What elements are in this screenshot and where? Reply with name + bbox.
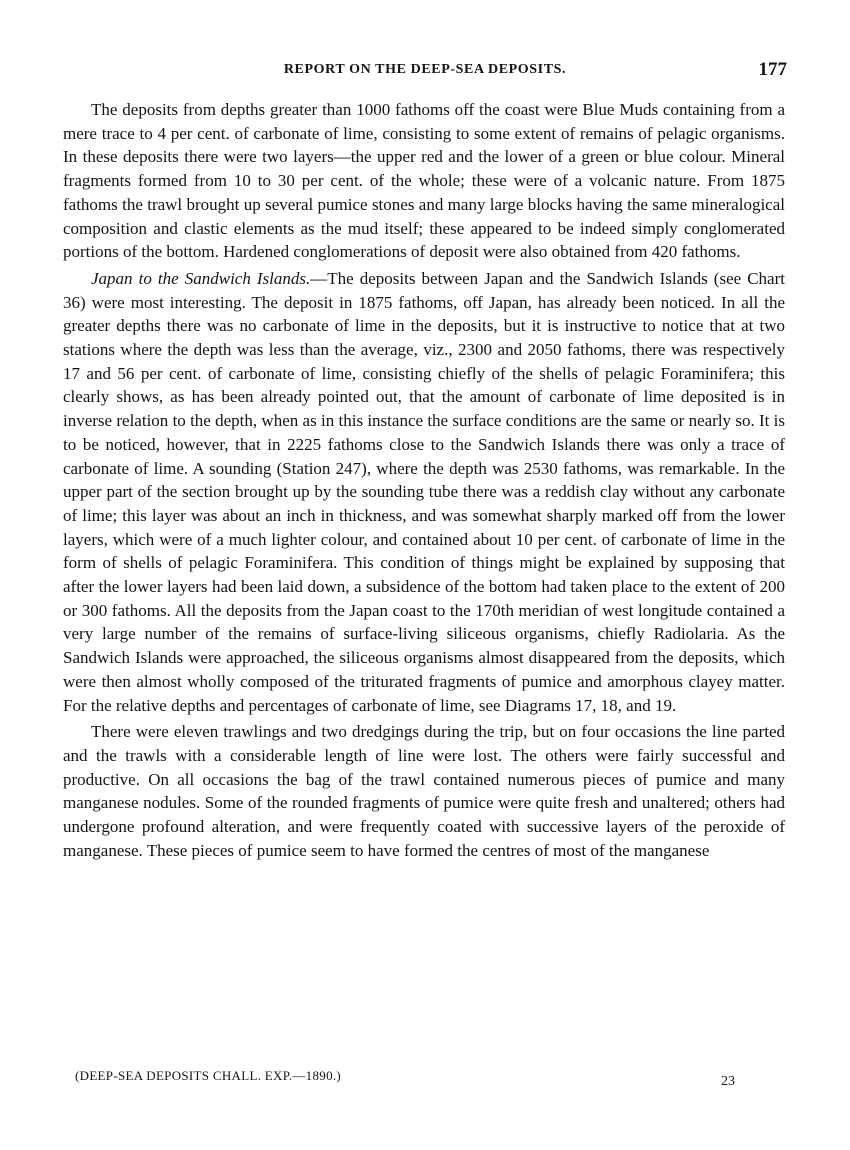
paragraph-3 — [63, 720, 785, 862]
page-footer — [63, 1068, 787, 1092]
paragraph-3-text: There were eleven trawlings and two dredgings during the trip, but on four occasions the line parted and the trawls with a considerable length of line were lost. The others were fairly successful and productive. On all occasions the bag of the trawl contained numerous pieces of pumice and many manganese nodules. Some of the rounded fragments of pumice were quite fresh and unaltered; others had undergone profound alteration, and were frequently coated with successive layers of the peroxide of manganese. These pieces of pumice seem to have formed the centres of most of the manganese — [63, 722, 785, 860]
signature-mark: 23 — [721, 1074, 735, 1089]
body-text — [63, 98, 785, 863]
page-number: 177 — [758, 59, 787, 80]
running-head — [63, 59, 787, 86]
footer-imprint: (DEEP-SEA DEPOSITS CHALL. EXP.—1890.) — [75, 1068, 342, 1083]
section-heading-japan-to-sandwich-islands: Japan to the Sandwich Islands. — [91, 268, 311, 288]
paragraph-2 — [63, 267, 785, 717]
paragraph-1 — [63, 98, 785, 264]
paragraph-2-text: —The deposits between Japan and the Sandwich Islands (see Chart 36) were most interesting. The deposit in 1875 fathoms, off Japan, has already been noticed. In all the greater depths there was no carbonate of lime in the deposits, but it is instructive to notice that at two stations where the depth was less than the average, viz., 2300 and 2050 fathoms, there was respectively 17 and 56 per cent. of carbonate of lime, consisting chiefly of the shells of pelagic Foraminifera; this clearly shows, as has been already pointed out, that the amount of carbonate of lime deposited is in inverse relation to the depth, when as in this instance the surface conditions are the same or nearly so. It is to be noticed, however, that in 2225 fathoms close to the Sandwich Islands there was only a trace of carbonate of lime. A sounding (Station 247), where the depth was 2530 fathoms, was remarkable. In the upper part of the section brought up by the sounding tube there was a reddish clay without any carbonate of lime; this layer was about an inch in thickness, and was somewhat sharply marked off from the lower layers, which were of a much lighter colour, and contained about 10 per cent. of carbonate of lime in the form of shells of pelagic Foraminifera. This condition of things might be explained by supposing that after the lower layers had been laid down, a subsidence of the bottom had taken place to the extent of 200 or 300 fathoms. All the deposits from the Japan coast to the 170th meridian of west longitude contained a very large number of the remains of surface-living siliceous organisms, chiefly Radiolaria. As the Sandwich Islands were approached, the siliceous organisms almost disappeared from the deposits, which were then almost wholly composed of the triturated fragments of pumice and amorphous clayey matter. For the relative depths and percentages of carbonate of lime, see Diagrams 17, 18, and 19. — [63, 268, 785, 715]
running-head-title: REPORT ON THE DEEP-SEA DEPOSITS. — [283, 62, 567, 77]
paragraph-1-text: The deposits from depths greater than 1000 fathoms off the coast were Blue Muds containing from a mere trace to 4 per cent. of carbonate of lime, consisting to some extent of remains of pelagic organisms. In these deposits there were two layers—the upper red and the lower of a green or blue colour. Mineral fragments formed from 10 to 30 per cent. of the whole; these were of a volcanic nature. From 1875 fathoms the trawl brought up several pumice stones and many large blocks having the same mineralogical composition and clastic elements as the mud itself; these appeared to be indeed simply conglomerated portions of the bottom. Hardened conglomerations of deposit were also obtained from 420 fathoms. — [63, 100, 785, 262]
